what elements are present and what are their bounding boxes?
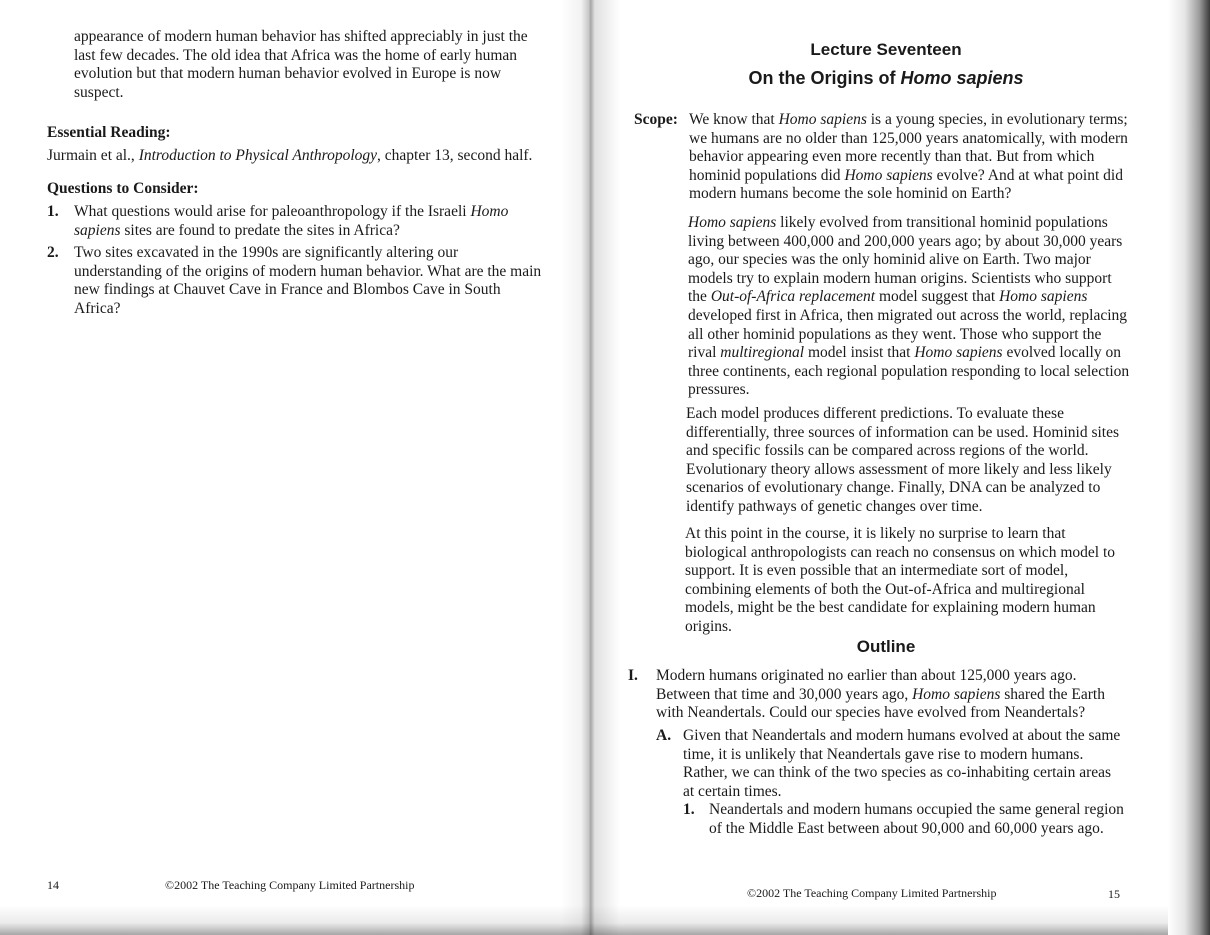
copyright-footer-left: ©2002 The Teaching Company Limited Partnership xyxy=(165,878,415,892)
scope-p2-f: developed first in Africa, then migrated out across the world, replacing all other hominid populations as they went. Those who support the rival xyxy=(688,306,1128,362)
question-1-text xyxy=(74,203,524,240)
scope-p2-c: Out-of-Africa replacement xyxy=(710,288,876,306)
outline-A-label: A. xyxy=(656,727,672,744)
scope-p1-a: We know that xyxy=(689,111,779,128)
scope-paragraph-4: At this point in the course, it is likely no surprise to learn that biological anthropologists can reach no consensus on which model to support. It is even possible that an intermediate sort of model, combining elements of both the Out-of-Africa and multiregional models, might be the best candidate for explaining modern human origins. xyxy=(685,525,1116,635)
scope-paragraph-3: Each model produces different predictions. To evaluate these differentially, three sources of information can be used. Hominid sites and specific fossils can be compared across regions of the world. Evolutionary theory allows assessment of more likely and less likely scenarios of evolutionary change. Finally, DNA can be analyzed to identify pathways of genetic changes over time. xyxy=(686,405,1120,515)
scope-p2-g: multiregional xyxy=(720,344,805,362)
page-bottom-shadow xyxy=(0,905,1210,935)
question-number-2: 2. xyxy=(47,244,59,261)
question-1-italic: Homo sapiens xyxy=(74,203,509,239)
essential-reading-heading: Essential Reading: xyxy=(47,124,171,141)
scope-p1-c: is a young species, in evolutionary terms; we humans are no older than 125,000 years anatomically, with modern behavior appearing even more recently than that. But from which hominid populations did xyxy=(689,111,1128,184)
subtitle-italic: Homo sapiens xyxy=(900,68,1024,88)
outline-heading: Outline xyxy=(856,637,916,656)
outline-I-text xyxy=(656,667,1106,723)
scope-p2-e: Homo sapiens xyxy=(999,288,1088,306)
scope-p1-b: Homo sapiens xyxy=(778,111,867,128)
page-edge-shadow xyxy=(1168,0,1210,935)
scope-p2-a: Homo sapiens xyxy=(688,214,777,231)
right-page xyxy=(590,0,1182,935)
essential-reading-citation xyxy=(47,147,557,166)
left-page xyxy=(0,0,590,935)
scope-p2-b: likely evolved from transitional hominid populations living between 400,000 and 200,000 years ago; by about 30,000 years ago, our species was the only hominid alive on Earth. Two major models try to explain modern human origins. Scientists who support the xyxy=(688,214,1123,306)
outline-1-text: Neandertals and modern humans occupied the same general region of the Middle East between about 90,000 and 60,000 years ago. xyxy=(709,801,1124,837)
question-number-1: 1. xyxy=(47,203,59,220)
scope-p1-d: Homo sapiens xyxy=(844,166,933,184)
outline-I-label: I. xyxy=(628,667,638,684)
lecture-subtitle xyxy=(590,68,1182,89)
scope-p2-d: model suggest that xyxy=(875,288,1000,306)
book-gutter-shadow xyxy=(560,0,620,935)
questions-heading: Questions to Consider: xyxy=(47,180,199,197)
lecture-title: Lecture Seventeen xyxy=(810,40,962,59)
scope-p2-i: Homo sapiens xyxy=(914,344,1003,362)
scope-label: Scope: xyxy=(634,111,678,128)
scope-paragraph-2 xyxy=(688,214,1132,400)
scope-p2-j: evolved locally on three continents, each regional population responding to local selection pressures. xyxy=(688,344,1130,399)
copyright-footer-right: ©2002 The Teaching Company Limited Partnership xyxy=(747,886,997,900)
outline-1-label: 1. xyxy=(683,801,695,818)
question-2-text: Two sites excavated in the 1990s are significantly altering our understanding of the origins of modern human behavior. What are the main new findings at Chauvet Cave in France and Blombos Cave in South Africa? xyxy=(74,244,542,317)
outline-I-c: shared the Earth with Neandertals. Could our species have evolved from Neandertals? xyxy=(656,685,1105,722)
question-1-before: What questions would arise for paleoanthropology if the Israeli xyxy=(74,203,471,220)
intro-paragraph: appearance of modern human behavior has shifted appreciably in just the last few decades. The old idea that Africa was the home of early human evolution but that modern human behavior evolved in Europe is now suspect. xyxy=(74,28,528,101)
scope-p2-h: model insist that xyxy=(804,344,915,362)
subtitle-prefix: On the Origins of xyxy=(748,68,901,88)
question-1-after: sites are found to predate the sites in Africa? xyxy=(120,221,400,239)
outline-I-a: Modern humans originated no earlier than about 125,000 years ago. Between that time and 30,000 years ago, xyxy=(656,667,1077,703)
scope-paragraph-1 xyxy=(689,111,1129,204)
scope-p1-e: evolve? And at what point did modern humans become the sole hominid on Earth? xyxy=(689,166,1123,203)
citation-title: Introduction to Physical Anthropology xyxy=(138,147,378,164)
citation-rest: , chapter 13, second half. xyxy=(377,147,533,164)
page-number-right: 15 xyxy=(1108,887,1120,901)
citation-author: Jurmain et al., xyxy=(47,147,139,164)
page-number-left: 14 xyxy=(47,878,59,892)
outline-A-text: Given that Neandertals and modern humans evolved at about the same time, it is unlikely that Neandertals gave rise to modern humans. Rather, we can think of the two species as co-inhabiting certain areas at certain times. xyxy=(683,727,1121,800)
outline-I-b: Homo sapiens xyxy=(912,685,1001,703)
